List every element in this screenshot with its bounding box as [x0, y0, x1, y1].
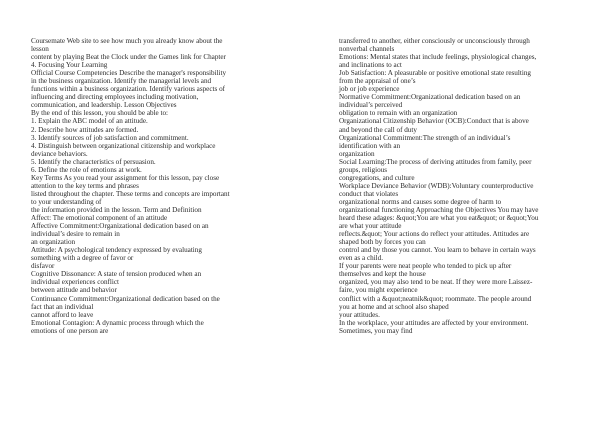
- text-line: transferred to another, either consciously or unconsciously through: [339, 37, 530, 45]
- text-line: Official Course Competencies Describe the manager's responsibility: [31, 69, 227, 78]
- text-line: you at home and at school also shaped: [339, 302, 449, 311]
- text-line: individual experiences conflict: [31, 278, 120, 287]
- text-line: Key Terms As you read your assignment for this lesson, pay close: [31, 173, 220, 182]
- text-line: an organization: [31, 238, 76, 247]
- text-line: communication, and leadership. Lesson Objectives: [31, 101, 177, 110]
- text-line: Job Satisfaction: A pleasurable or positive emotional state resulting: [339, 69, 531, 78]
- text-line: If your parents were neat people who tended to pick up after: [339, 262, 512, 271]
- text-line: influencing and directing employees including motivation,: [31, 93, 199, 102]
- text-line: individual’s perceived: [339, 101, 403, 110]
- text-line: organizational functioning Approaching the Objectives You may have: [339, 205, 539, 214]
- text-line: 2. Describe how attitudes are formed.: [31, 125, 139, 134]
- text-line: even as a child.: [339, 254, 384, 263]
- text-line: 3. Identify sources of job satisfaction and commitment.: [31, 133, 189, 142]
- text-line: In the workplace, your attitudes are affected by your environment.: [339, 318, 529, 327]
- text-line: in the business organization. Identify the managerial levels and: [31, 77, 212, 86]
- text-line: functions within a business organization. Identify various aspects of: [31, 85, 226, 94]
- text-line: obligation to remain with an organization: [339, 109, 458, 118]
- text-line: and beyond the call of duty: [339, 125, 417, 134]
- text-line: Sometimes, you may find: [339, 326, 413, 335]
- text-line: heard these adages: &quot;You are what you eat&quot; or &quot;You: [339, 214, 539, 223]
- text-line: By the end of this lesson, you should be able to:: [31, 109, 169, 118]
- right-text-column: [339, 37, 577, 335]
- text-line: Emotional Contagion: A dynamic process through which the: [31, 318, 204, 327]
- text-line: lesson: [31, 45, 49, 54]
- text-line: conflict with a &quot;neatnik&quot; roommate. The people around: [339, 294, 532, 303]
- text-line: attention to the key terms and phrases: [31, 181, 139, 190]
- text-line: 1. Explain the ABC model of an attitude.: [31, 117, 148, 126]
- text-line: emotions of one person are: [31, 326, 109, 335]
- text-line: deviance behaviors.: [31, 149, 88, 158]
- text-line: Social Learning:The process of deriving attitudes from family, peer: [339, 157, 532, 166]
- text-line: 4. Distinguish between organizational citizenship and workplace: [31, 141, 216, 150]
- text-line: shaped both by forces you can: [339, 238, 426, 247]
- text-line: 4. Focusing Your Learning: [31, 61, 108, 70]
- text-line: control and by those you cannot. You learn to behave in certain ways: [339, 246, 536, 255]
- text-line: individual’s desire to remain in: [31, 230, 120, 239]
- text-line: conduct that violates: [339, 189, 399, 198]
- text-line: something with a degree of favor or: [31, 254, 134, 263]
- text-line: to your understanding of: [31, 197, 102, 206]
- text-line: groups, religious: [339, 165, 387, 174]
- text-line: disfavor: [31, 262, 55, 271]
- text-line: Organizational Citizenship Behavior (OCB):Conduct that is above: [339, 117, 529, 126]
- text-line: Affect: The emotional component of an attitude: [31, 214, 168, 223]
- text-line: Emotions: Mental states that include feelings, physiological changes,: [339, 53, 537, 62]
- text-line: between attitude and behavior: [31, 286, 117, 295]
- text-line: organized, you may also tend to be neat. If they were more Laissez-: [339, 278, 533, 287]
- text-line: and inclinations to act: [339, 61, 402, 70]
- left-text-column: [31, 37, 289, 335]
- text-line: identification with an: [339, 141, 401, 150]
- text-line: listed throughout the chapter. These terms and concepts are important: [31, 189, 230, 198]
- text-line: fact that an individual: [31, 302, 94, 311]
- text-line: Affective Commitment:Organizational dedication based on an: [31, 222, 209, 231]
- text-line: Normative Commitment:Organizational dedication based on an: [339, 93, 521, 102]
- text-line: organization: [339, 149, 375, 158]
- text-line: 5. Identify the characteristics of persuasion.: [31, 157, 156, 166]
- text-line: Coursemate Web site to see how much you already know about the: [31, 37, 223, 45]
- text-line: 6. Define the role of emotions at work.: [31, 165, 142, 174]
- text-line: from the appraisal of one’s: [339, 77, 416, 86]
- text-line: cannot afford to leave: [31, 310, 94, 319]
- text-line: organizational norms and causes some degree of harm to: [339, 197, 502, 206]
- text-line: Organizational Commitment:The strength of an individual’s: [339, 133, 511, 142]
- text-line: Attitude: A psychological tendency expressed by evaluating: [31, 246, 202, 255]
- text-line: are what your attitude: [339, 222, 402, 231]
- text-line: themselves and kept the house: [339, 270, 426, 279]
- text-line: congregations, and culture: [339, 173, 415, 182]
- text-line: Workplace Deviance Behavior (WDB):Voluntary counterproductive: [339, 181, 534, 190]
- text-line: reflects.&quot; Your actions do reflect your attitudes. Attitudes are: [339, 230, 530, 239]
- text-line: content by playing Beat the Clock under the Games link for Chapter: [31, 53, 226, 62]
- text-line: job or job experience: [339, 85, 400, 94]
- text-line: the information provided in the lesson. Term and Definition: [31, 205, 202, 214]
- text-line: faire, you might experience: [339, 286, 418, 295]
- text-line: Cognitive Dissonance: A state of tension produced when an: [31, 270, 202, 279]
- text-line: your attitudes.: [339, 310, 380, 319]
- text-line: nonverbal channels: [339, 45, 395, 54]
- text-line: Continuance Commitment:Organizational dedication based on the: [31, 294, 220, 303]
